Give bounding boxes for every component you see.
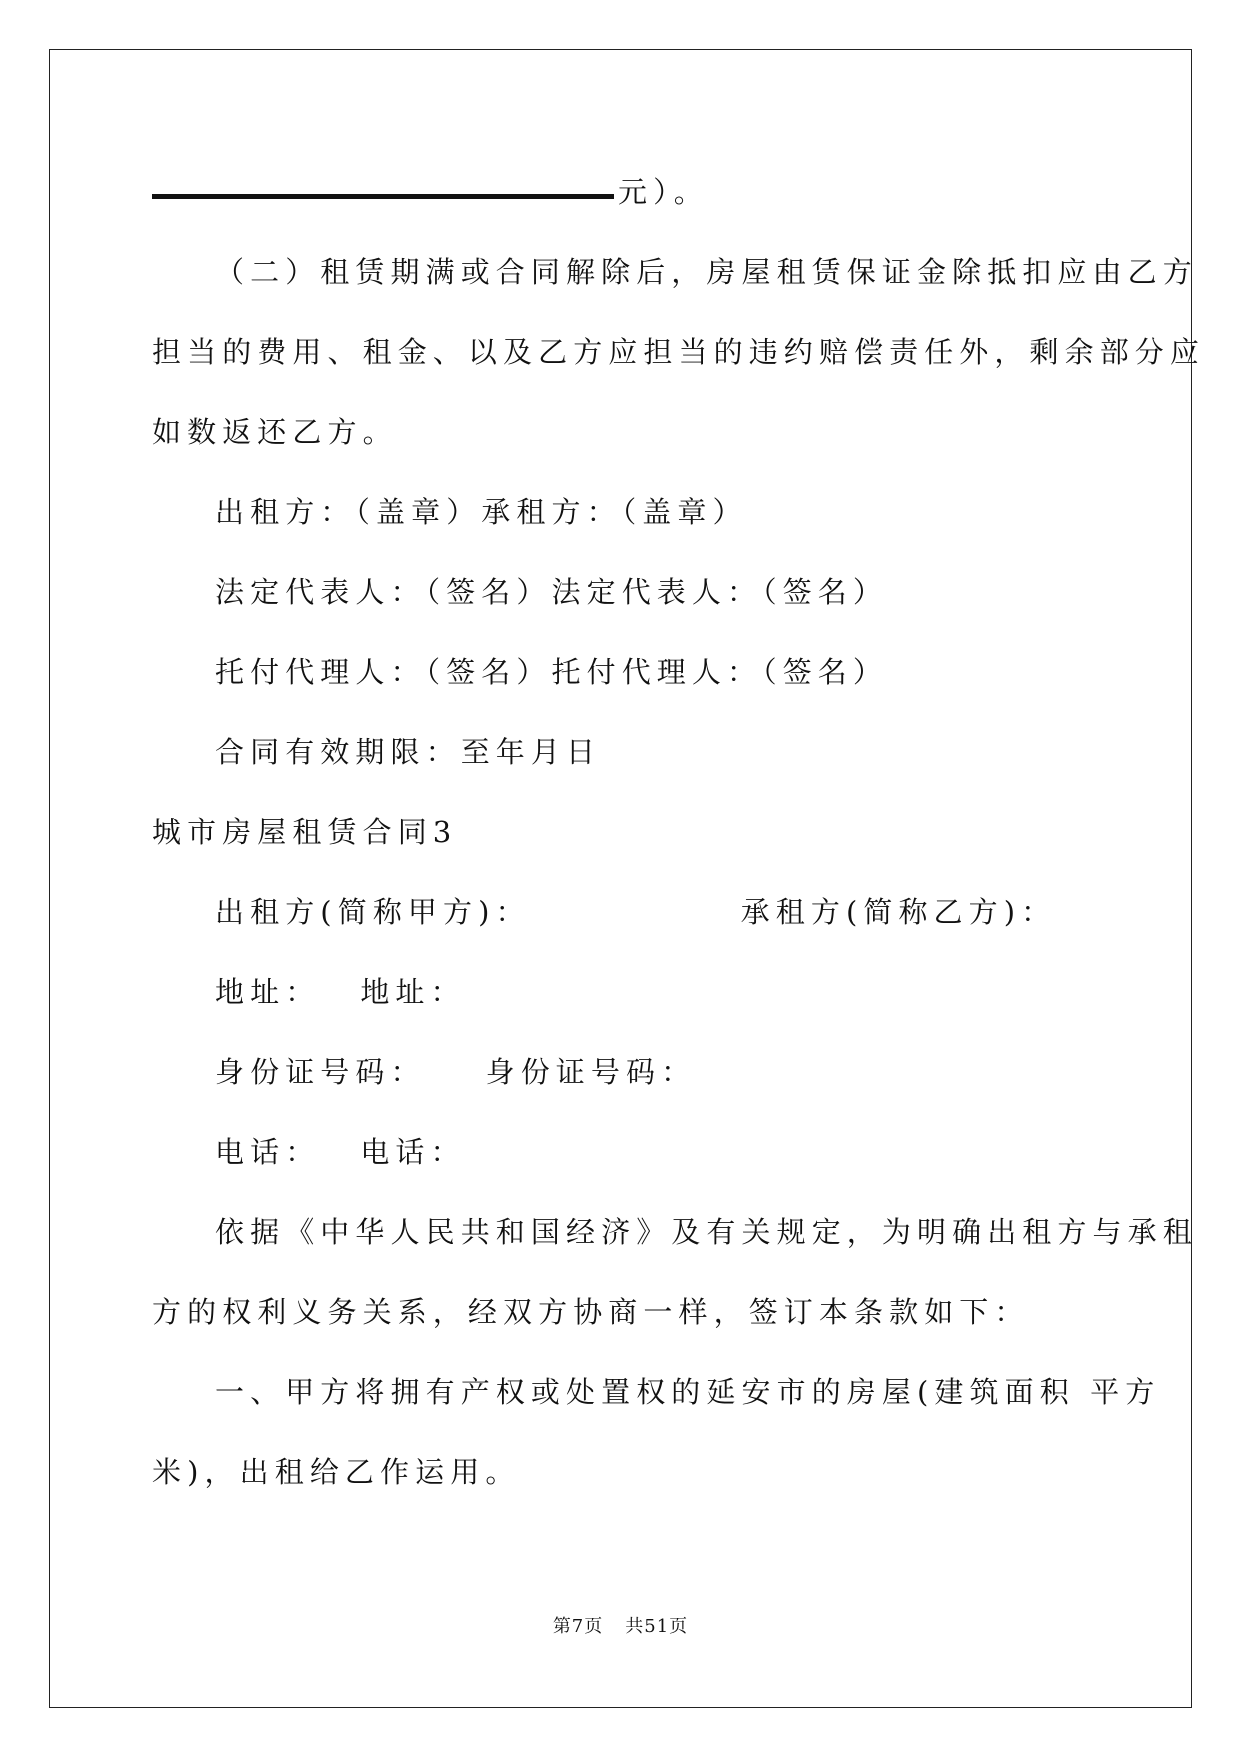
- page-number: 第7页: [552, 1616, 604, 1637]
- id-number-line: [215, 1054, 696, 1090]
- article-1-line-1: 一、甲方将拥有产权或处置权的延安市的房屋(建筑面积 平方: [215, 1375, 1161, 1409]
- preamble-line-1: 依据《中华人民共和国经济》及有关规定，为明确出租方与承租: [215, 1215, 1198, 1249]
- preamble-line-2: 方的权利义务关系，经双方协商一样，签订本条款如下：: [152, 1295, 1030, 1329]
- clause-2-line-1: （二）租赁期满或合同解除后，房屋租赁保证金除抵扣应由乙方: [215, 255, 1198, 289]
- lessee-address-label: 地址：: [360, 975, 466, 1009]
- lessee-label: 承租方(简称乙方)：: [740, 895, 1057, 929]
- agent-line: 托付代理人：（签名）托付代理人：（签名）: [215, 655, 889, 689]
- lessor-phone-label: 电话：: [215, 1135, 321, 1169]
- address-line: [215, 974, 466, 1010]
- page-footer: [0, 1612, 1241, 1638]
- line-amount: [152, 174, 709, 210]
- parties-line: [215, 894, 1056, 930]
- clause-2-line-2: 担当的费用、租金、以及乙方应担当的违约赔偿责任外，剩余部分应: [152, 335, 1206, 369]
- fill-in-blank: [152, 194, 614, 199]
- signature-seal-line: 出租方：（盖章）承租方：（盖章）: [215, 495, 748, 529]
- validity-period-line: 合同有效期限：至年月日: [215, 735, 602, 769]
- lessee-id-label: 身份证号码：: [485, 1055, 697, 1089]
- lessor-address-label: 地址：: [215, 975, 321, 1009]
- phone-line: [215, 1134, 466, 1170]
- page-total: 共51页: [625, 1616, 689, 1637]
- clause-2-line-3: 如数返还乙方。: [152, 415, 398, 449]
- lessor-id-label: 身份证号码：: [215, 1055, 426, 1089]
- lessor-label: 出租方(简称甲方)：: [215, 895, 531, 929]
- section-title: 城市房屋租赁合同3: [152, 815, 458, 849]
- amount-suffix: 元）。: [618, 175, 709, 209]
- lessee-phone-label: 电话：: [360, 1135, 466, 1169]
- article-1-line-2: 米)，出租给乙作运用。: [152, 1455, 521, 1489]
- legal-representative-line: 法定代表人：（签名）法定代表人：（签名）: [215, 575, 889, 609]
